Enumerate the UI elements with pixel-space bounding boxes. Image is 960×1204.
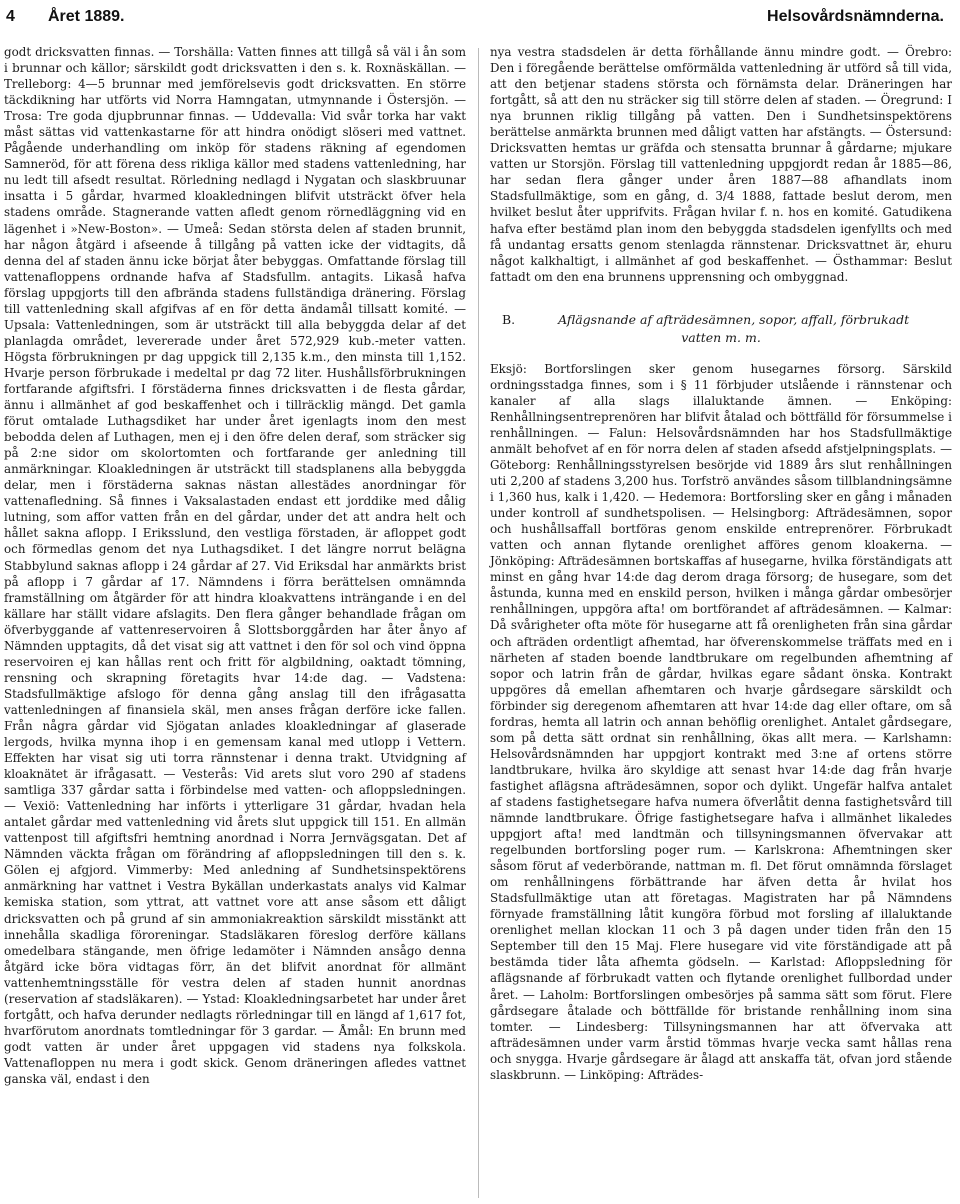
section-title-line2: vatten m. m.	[681, 329, 761, 345]
header-year: Året 1889.	[48, 8, 125, 25]
header-title: Helsovårdsnämnderna.	[767, 8, 944, 25]
right-column-intro: nya vestra stadsdelen är detta förhållande ännu mindre godt. — Örebro: Den i föregående berättelse omförmälda vattenledning är utförd så till vida, att den betjenar stadens största och förnämsta delar. Dräneringen har fortgått, så att den nu sträcker sig till större delen af staden. — Öregrund: I nya brunnen riklig tillgång på vatten. Den i Sundhetsinspektörens berättelse anmärkta brunnen med dåligt vatten har afstängts. — Östersund: Dricksvatten hemtas ur gräfda och stensatta brunnar å gårdarne; mjukare vatten ur Storsjön. Förslag till vattenledning uppgjordt redan år 1885—86, har sedan flera gånger under åren 1887—88 afhandlats inom Stadsfullmäktige, som en gång, d. 3/4 1888, fattade beslut derom, men hvilket beslut åter upprifvits. Frågan hvilar f. n. hos en komité. Gatudikena hafva efter bestämd plan inom den bebyggda stadsdelen igenfyllts och med få undantag ersatts genom stenlagda rännstenar. Dricksvattnet är, ehuru något kalkhaltigt, i allmänhet af god beskaffenhet. — Östhammar: Beslut fattadt om den ena brunnens upprensning och ombyggnad.	[490, 45, 952, 284]
spacer	[490, 347, 952, 361]
left-column-text: godt dricksvatten finnas. — Torshälla: Vatten finnes att tillgå så väl i ån som i brunnar och källor; särskildt godt dricksvatten i den s. k. Roxnäskällan. — Trelleborg: 4—5 brunnar med jemförelsevis godt dricksvatten. En större täckdikning har utförts vid Norra Hamngatan, utmynnande i Östersjön. — Trosa: Tre goda djupbrunnar finnas. — Uddevalla: Vid svår torka har vakt måst sättas vid vattenkastarne för att hindra onödigt slöseri med vattnet. Pågående underhandling om inköp för stadens räkning af egendomen Samneröd, för att förena dess rikliga källor med stadens vattenledning, har nu ledt till afsedt resultat. Rörledning nedlagd i Nygatan och slaskbruunar insatta i 5 gårdar, hvarmed kloakledningen blifvit utsträckt öfver hela stadens område. Stagnerande vatten afledt genom rörnedläggning vid en lägenhet i »New-Boston». — Umeå: Sedan största delen af staden brunnit, har någon åtgärd i afseende å tillgång på vatten icke der vidtagits, då denna del af staden ännu icke börjat åter bebyggas. Omfattande förslag till vattenafloppens ordnande hafva af Stadsfullm. antagits. Likaså hafva förslag uppgjorts till den afbrända stadens fullständiga dränering. Förslag till vattenledning skall afgifvas af en för detta ändamål tillsatt komité. — Upsala: Vattenledningen, som är utsträckt till alla bebyggda delar af det planlagda området, levererade under året 572,929 kub.-meter vatten. Högsta förbrukningen pr dag uppgick till 2,135 k.m., den minsta till 1,152. Hvarje person förbrukade i medeltal pr dag 72 liter. Hushållsförbrukningen fortfarande afgiftsfri. I förstäderna finnes dricksvatten i de flesta gårdar, ännu i allmänhet af god beskaffenhet och i tillräcklig mängd. Det gamla förut omtalade Luthagsdiket har under året igenlagts inom den mest bebodda delen af Luthagen, men ej i den öfre delen deraf, som sträcker sig på 2:ne sidor om skolortomten och fortfarande ger anledning till anmärkningar. Kloakledningen är utsträckt till stadsplanens alla bebyggda delar, men i förstäderna saknas nästan allestädes anordningar för vattenafledning. Så finnes i Vaksalastaden endast ett jorddike med dålig lutning, som affor vatten från en del gårdar, under det att andra helt och hållet sakna aflopp. I Eriksslund, den vestliga förstaden, är afloppet godt och förmedlas genom det nya Luthagsdiket. I det längre norrut belägna Stabbylund saknas aflopp i 24 gårdar af 27. Vid Eriksdal har anmärkts brist på aflopp i 7 gårdar af 17. Nämndens i förra berättelsen omnämnda framställning om åtgärder för att hindra kloakvattens inträngande i en del källare har ställt vidare afslagits. Den flera gånger behandlade frågan om öfverbyggande af vattenreservoiren å Slottsborggården har åter ånyo af Nämnden upptagits, då det visat sig att vattnet i den för sol och vind öppna reservoiren ej kan hållas rent och fritt för algbildning, oaktadt tömning, rensning och skrapning företagits hvar 14:de dag. — Vadstena: Stadsfullmäktige afslogo för denna gång anslag till den ifrågasatta vattenledningen af finansiela skäl, men anses frågan derföre icke fallen. Från några gårdar vid Sjögatan anlades kloakledningar af glaserade lergods, hvilka mynna ihop i en gemensam kanal med utlopp i Vettern. Effekten har visat sig uti torra rännstenar i denna trakt. Utvidgning af kloaknätet är ifrågasatt. — Vesterås: Vid arets slut voro 290 af stadens samtliga 337 gårdar satta i förbindelse med vatten- och afloppsledningen. — Vexiö: Vattenledning har införts i ytterligare 31 gårdar, hvadan hela antalet gårdar med vattenledning vid årets slut uppgick till 151. En allmän vattenpost till afgiftsfri hemtning anordnad i Norra Jernvägsgatan. Det af Nämnden väckta frågan om förändring af afloppsledningen till den s. k. Gölen ej afgjord. Vimmerby: Med anledning af Sundhetsinspektörens anmärkning har vattnet i Vestra Bykällan underkastats analys vid Kalmar kemiska station, som yttrat, att vattnet vore att anse såsom ett dåligt dricksvatten och på grund af sin ammoniakreaktion särskildt misstänkt att innehålla skadliga föroreningar. Stadsläkaren föreslog derföre källans omedelbara stängande, men öfrige ledamöter i Nämnden ansågo denna åtgärd icke böra vidtagas förr, än det blifvit anordnat för allmänt vattenhemtningsställe för vestra delen af staden hunnit anordnas (reservation af stadsläkaren). — Ystad: Kloakledningsarbetet har under året fortgått, och hafva derunder nedlagts rörledningar till en längd af 1,617 fot, hvarförutom anordnats tomtledningar för 3 gardar. — Åmål: En brunn med godt vatten är under året uppgagen vid stadens nya folkskola. Vattenafloppen nu mera i godt skick. Genom dräneringen afledes vattnet ganska väl, endast i den	[4, 45, 466, 1086]
page-header	[0, 8, 960, 30]
spacer	[490, 285, 952, 311]
right-column	[490, 44, 952, 1083]
section-letter: B.	[502, 311, 516, 327]
section-body: Eksjö: Bortforslingen sker genom husegarnes försorg. Särskild ordningsstadga finnes, som i § 11 förbjuder utslående i rännstenar och kanaler af alla slags illaluktande ämnen. — Enköping: Renhållningsentreprenören har blifvit åtalad och böttfälld för försummelse i renhållningen. — Falun: Helsovårdsnämnden har hos Stadsfullmäktige anmält behofvet af en för norra delen af staden afsedd afstjelpningsplats. — Göteborg: Renhållningsstyrelsen besörjde vid 1889 års slut renhållningen uti 2,200 af stadens 3,200 hus. Torfströ användes såsom tillblandningsämne i 1,360 hus, kalk i 1,420. — Hedemora: Bortforsling sker en gång i månaden under kontroll af sundhetspolisen. — Helsingborg: Afträdesämnen, sopor och hushållsaffall bortföras genom enskilde entreprenörer. Förbrukadt vatten och annan flytande orenlighet afföres genom kloakerna. — Jönköping: Afträdesämnen bortskaffas af husegarne, hvilka förständigats att minst en gång hvar 14:de dag derom draga försorg; de husegare, som det åstunda, kunna med en enskild person, hvilken i många gårdar ombesörjer renhållningen, uppgöra afta! om bortförandet af afträdesämnen. — Kalmar: Då svårigheter ofta möte för husegarne att få orenligheten från sina gårdar och afträden ordentligt afhemtad, har öfverenskommelse träffats med en i närheten af staden boende landtbrukare om regelbunden afhemtning af sopor och latrin från de gårdar, hvilkas egare sådant önska. Kontrakt uppgöres då emellan afhemtaren och hvarje gårdsegare särskildt och förbinder sig deregenom afhemtaren att hvar 14:de dag eller oftare, om så fordras, hemta all latrin och annan behöflig orenlighet. Antalet gårdsegare, som på detta sätt ordnat sin renhållning, ökas allt mera. — Karlshamn: Helsovårdsnämnden har uppgjort kontrakt med 3:ne af ortens större landtbrukare, hvilka äro skyldige att senast hvar 14:de dag från hvarje fastighet aflägsna afträdesämnen, sopor och dylikt. Ungefär halfva antalet af stadens fastighetsegare hafva numera öfverlåtit denna fastighetsvård till nämnde landtbrukare. Öfrige fastighetsegare hafva i allmänhet likaledes uppgjort afta! med landtmän och tillsyningsmannen öfvervakar att regelbunden bortforsling poger rum. — Karlskrona: Afhemtningen sker såsom förut af vederbörande, nattman m. fl. Det förut omnämnda förslaget om renhållningens förbättrande har äfven detta år hvilat hos Stadsfullmäktige utan att företagas. Magistraten har på Nämndens förnyade framställning låtit kungöra förbud mot forsling af illaluktande orenlighet mellan klockan 11 och 3 på dagen under tiden från den 15 September till den 15 Maj. Flere husegare vid vite förständigade att på bestämda tider låta afhemta gödseln. — Karlstad: Afloppsledning för aflägsnande af förbrukadt vatten och flytande orenlighet fullbordad under året. — Laholm: Bortforslingen ombesörjes på samma sätt som förut. Flere gårdsegare åtalade och böttfällde för bristande renhållning inom sina tomter. — Lindesberg: Tillsyningsmannen har att öfvervaka att afträdesämnen under varm årstid tömmas hvarje vecka samt hållas rena och snygga. Hvarje gårdsegare är ålagd att anskaffa tät, ofvan jord stående slaskbrunn. — Linköping: Afträdes-	[490, 361, 952, 1082]
page-number: 4	[6, 8, 15, 25]
section-heading	[490, 311, 952, 347]
left-column	[4, 44, 466, 1087]
column-divider	[478, 48, 479, 1198]
section-title-line1: Aflägsnande af afträdesämnen, sopor, affall, förbrukadt	[558, 311, 910, 327]
